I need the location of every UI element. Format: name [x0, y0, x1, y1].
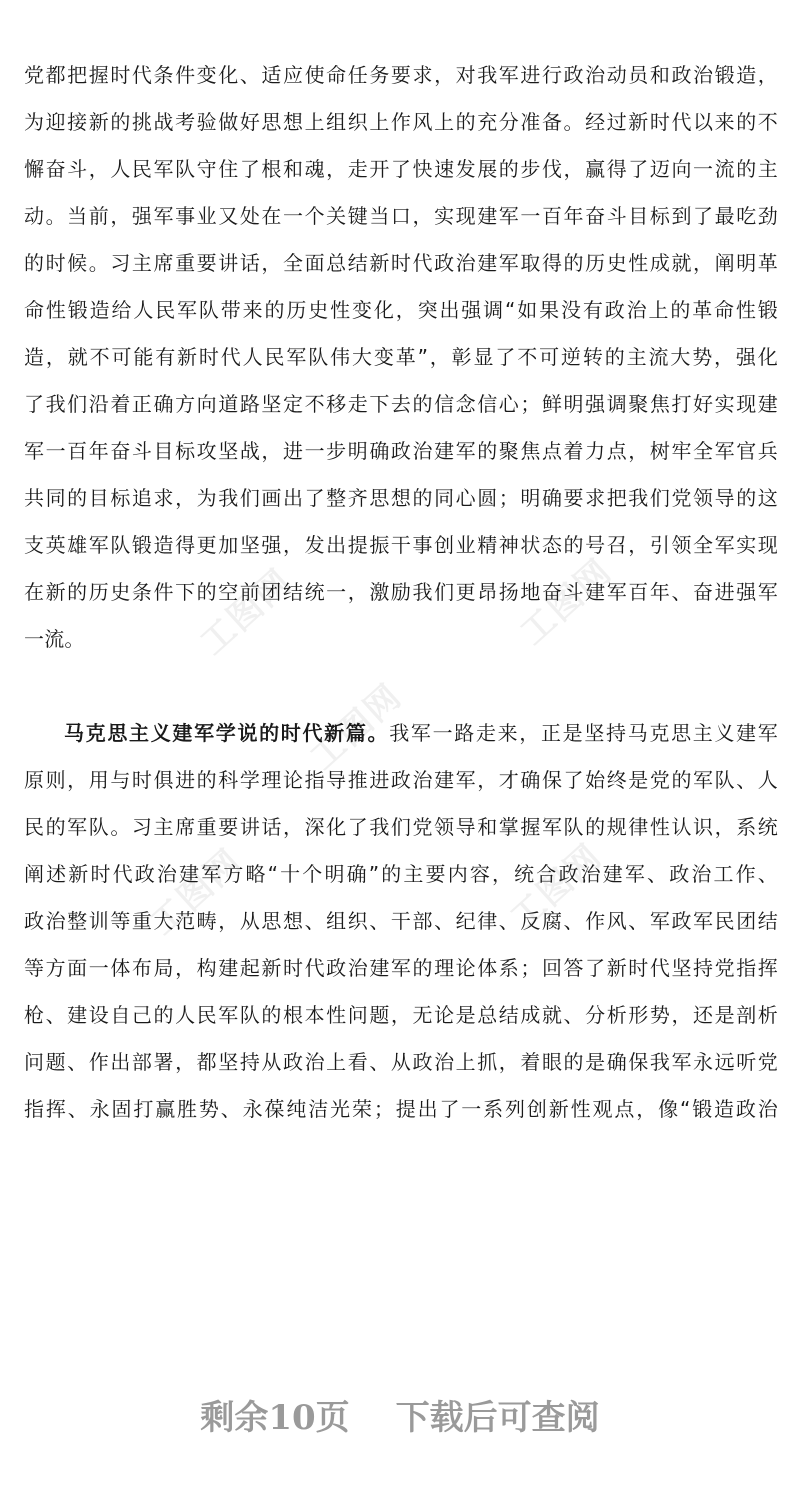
paragraph [24, 710, 778, 1133]
paragraph-line: 阐述新时代政治建军方略“十个明确”的主要内容，统合政治建军、政治工作、 [24, 862, 778, 886]
paragraph-line: 命性锻造给人民军队带来的历史性变化，突出强调“如果没有政治上的革命性锻 [24, 298, 778, 322]
paragraph-line: 懈奋斗，人民军队守住了根和魂，走开了快速发展的步伐，赢得了迈向一流的主 [24, 157, 778, 181]
paragraph-line: 党都把握时代条件变化、适应使命任务要求，对我军进行政治动员和政治锻造， [24, 63, 778, 87]
paragraph-lead-heading: 马克思主义建军学说的时代新篇。 [64, 721, 390, 745]
paragraph-line: 军一百年奋斗目标攻坚战，进一步明确政治建军的聚焦点着力点，树牢全军官兵 [24, 439, 778, 463]
watermark: 工图网 [502, 836, 610, 939]
document-body [24, 52, 778, 1133]
paragraph-line: 为迎接新的挑战考验做好思想上组织上作风上的充分准备。经过新时代以来的不 [24, 110, 778, 134]
watermark: 工图网 [142, 841, 250, 944]
paragraph-line: 指挥、永固打赢胜势、永葆纯洁光荣；提出了一系列创新性观点，像“锻造政治 [24, 1097, 778, 1121]
paragraph-line: 原则，用与时俱进的科学理论指导推进政治建军，才确保了始终是党的军队、人 [24, 768, 778, 792]
paragraph-line: 枪、建设自己的人民军队的根本性问题，无论是总结成就、分析形势，还是剖析 [24, 1003, 778, 1027]
watermark: 工图网 [192, 561, 300, 664]
paragraph-line: 共同的目标追求，为我们画出了整齐思想的同心圆；明确要求把我们党领导的这 [24, 486, 778, 510]
paragraph-line: 一流。 [24, 627, 85, 651]
paragraph-line: 支英雄军队锻造得更加坚强，发出提振干事创业精神状态的号召，引领全军实现 [24, 533, 778, 557]
paragraph-line: 的时候。习主席重要讲话，全面总结新时代政治建军取得的历史性成就，阐明革 [24, 251, 778, 275]
watermark: 工图网 [302, 676, 410, 779]
paragraph-line: 造，就不可能有新时代人民军队伟大变革”，彰显了不可逆转的主流大势，强化 [24, 345, 778, 369]
paragraph-line: 在新的历史条件下的空前团结统一，激励我们更昂扬地奋斗建军百年、奋进强军 [24, 580, 778, 604]
paragraph-gap [24, 663, 778, 710]
remaining-pages-text: 剩余10页 [200, 1397, 350, 1438]
paragraph [24, 52, 778, 663]
download-banner[interactable] [0, 1384, 800, 1444]
paragraph-line: 民的军队。习主席重要讲话，深化了我们党领导和掌握军队的规律性认识，系统 [24, 815, 778, 839]
watermark: 工图网 [512, 551, 620, 654]
paragraph-lines [24, 757, 778, 1133]
paragraph-line: 动。当前，强军事业又处在一个关键当口，实现建军一百年奋斗目标到了最吃劲 [24, 204, 778, 228]
paragraph-line [24, 710, 778, 757]
paragraph-line: 政治整训等重大范畴，从思想、组织、干部、纪律、反腐、作风、军政军民团结 [24, 909, 778, 933]
paragraph-text: 我军一路走来，正是坚持马克思主义建军 [389, 721, 778, 745]
paragraph-line: 问题、作出部署，都坚持从政治上看、从政治上抓，着眼的是确保我军永远听党 [24, 1050, 778, 1074]
paragraph-line: 了我们沿着正确方向道路坚定不移走下去的信念信心；鲜明强调聚焦打好实现建 [24, 392, 778, 416]
download-prompt-text: 下载后可查阅 [395, 1397, 600, 1438]
paragraph-line: 等方面一体布局，构建起新时代政治建军的理论体系；回答了新时代坚持党指挥 [24, 956, 778, 980]
